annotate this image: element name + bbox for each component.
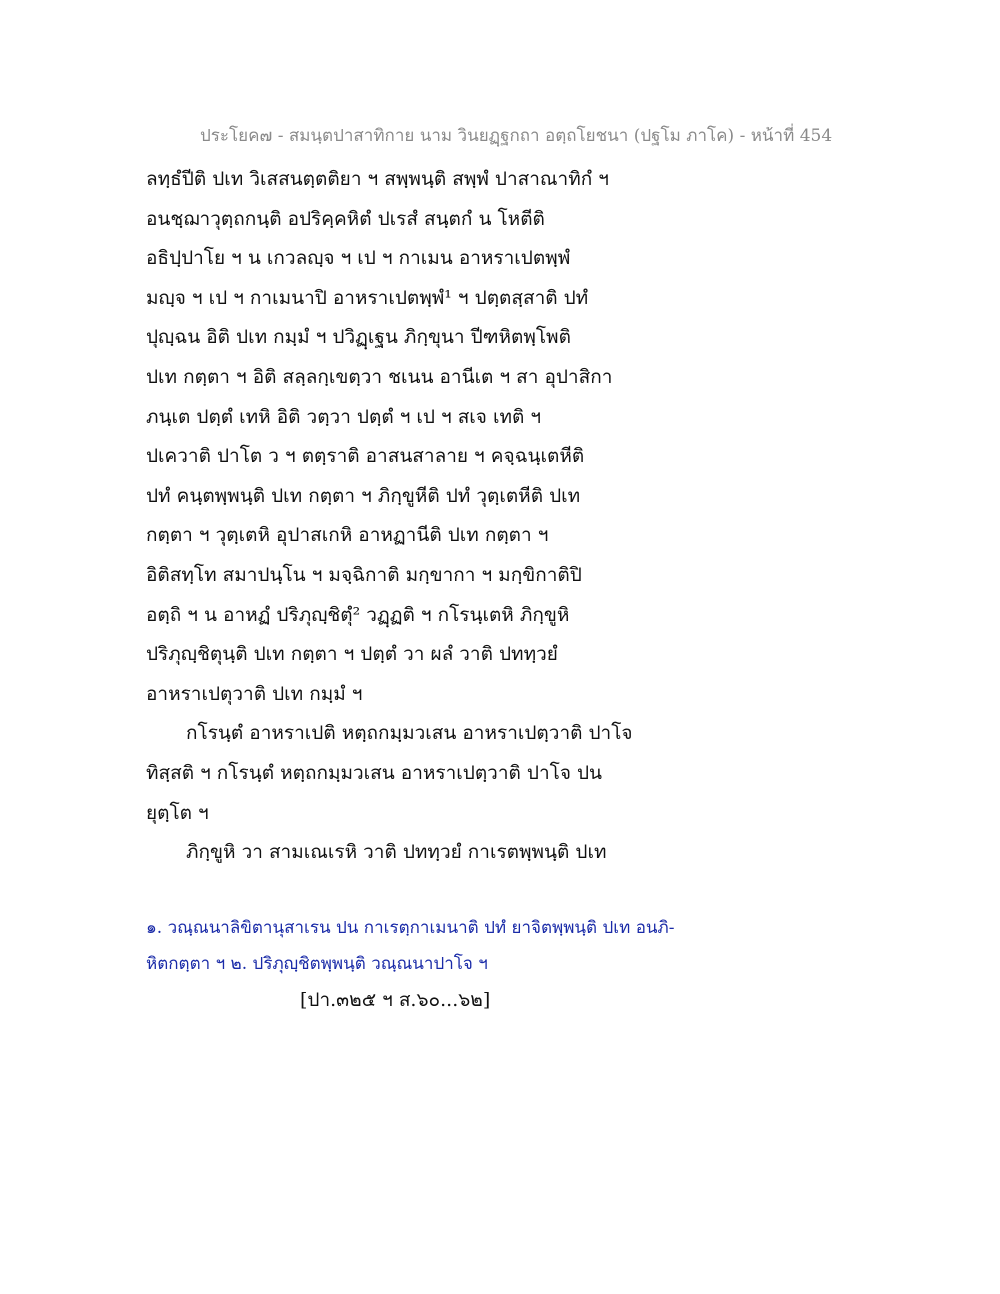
- text-line: กตฺตา ฯ วุตฺเตหิ อุปาสเกหิ อาหฏานีติ ปเท กตฺตา ฯ: [146, 524, 549, 547]
- text-line: ลทฺธํปีติ ปเท วิเสสนตฺตติยา ฯ สพฺพนฺติ สพฺพํ ปาสาณาทิกํ ฯ: [146, 168, 609, 190]
- text-line: อธิปฺปาโย ฯ น เกวลญฺจ ฯ เป ฯ กาเมน อาหราเปตพฺพํ: [146, 247, 571, 270]
- footnotes: [146, 910, 866, 982]
- text-line: ปทํ คนฺตพฺพนฺติ ปเท กตฺตา ฯ ภิกฺขูหีติ ปทํ วุตฺเตหีติ ปเท: [146, 484, 581, 507]
- text-line: ภนฺเต ปตฺตํ เทหิ อิติ วตฺวา ปตฺตํ ฯ เป ฯ สเจ เทติ ฯ: [146, 405, 542, 428]
- text-line: ปเท กตฺตา ฯ อิติ สลฺลกฺเขตฺวา ชเนน อานีเต ฯ สา อุปาสิกา: [146, 365, 613, 388]
- text-line: อตฺถิ ฯ น อาหฏํ ปริภุญฺชิตุํ² วฏฺฏติ ฯ กโรนฺเตหิ ภิกฺขูหิ: [146, 603, 570, 626]
- body-text: [146, 160, 866, 873]
- page-header: ประโยค๗ - สมนฺตปาสาทิกาย นาม วินยฏฺฐกถา อตฺถโยชนา (ปฐโม ภาโค) - หน้าที่ 454: [200, 126, 833, 146]
- text-line: ทิสฺสติ ฯ กโรนฺตํ หตฺถกมฺมวเสน อาหราเปตฺวาติ ปาโจ ปน: [146, 761, 603, 784]
- text-line: ปเควาติ ปาโต ว ฯ ตตฺราติ อาสนสาลาย ฯ คจฺฉนฺเตหีติ: [146, 445, 585, 468]
- paragraph-first-line: ภิกฺขูหิ วา สามเณเรหิ วาติ ปททฺวยํ กาเรตพฺพนฺติ ปเท: [186, 841, 607, 864]
- text-line: อิติสทฺโท สมาปนฺโน ฯ มจฺฉิกาติ มกฺขากา ฯ มกฺขิกาติปิ: [146, 563, 582, 586]
- page-reference: [ปา.๓๒๕ ฯ ส.๖๐...๖๒]: [300, 989, 491, 1011]
- text-line: มญฺจ ฯ เป ฯ กาเมนาปิ อาหราเปตพฺพํ¹ ฯ ปตฺตสฺสาติ ปทํ: [146, 286, 589, 309]
- text-line: อาหราเปตุวาติ ปเท กมฺมํ ฯ: [146, 682, 363, 705]
- footnote-line: ๑. วณฺณนาลิขิตานุสาเรน ปน กาเรตฺกาเมนาติ ปทํ ยาจิตพฺพนฺติ ปเท อนภิ-: [146, 918, 675, 938]
- text-line: ปริภุญฺชิตุนฺติ ปเท กตฺตา ฯ ปตฺตํ วา ผลํ วาติ ปททฺวยํ: [146, 643, 558, 666]
- paragraph-first-line: กโรนฺตํ อาหราเปติ หตฺถกมฺมวเสน อาหราเปตฺวาติ ปาโจ: [186, 722, 633, 745]
- text-line: ยุตฺโต ฯ: [146, 801, 209, 824]
- footnote-line: หิตกตฺตา ฯ ๒. ปริภุญฺชิตพฺพนฺติ วณฺณนาปาโจ ฯ: [146, 954, 488, 974]
- text-line: ปุญฺฉน อิติ ปเท กมฺมํ ฯ ปวิฏฺเฐน ภิกฺขุนา ปีฑหิตพฺโพติ: [146, 326, 571, 349]
- text-line: อนชฺฌาวุตฺถกนฺติ อปริคฺคหิตํ ปเรสํ สนฺตกํ น โหตีติ: [146, 207, 545, 230]
